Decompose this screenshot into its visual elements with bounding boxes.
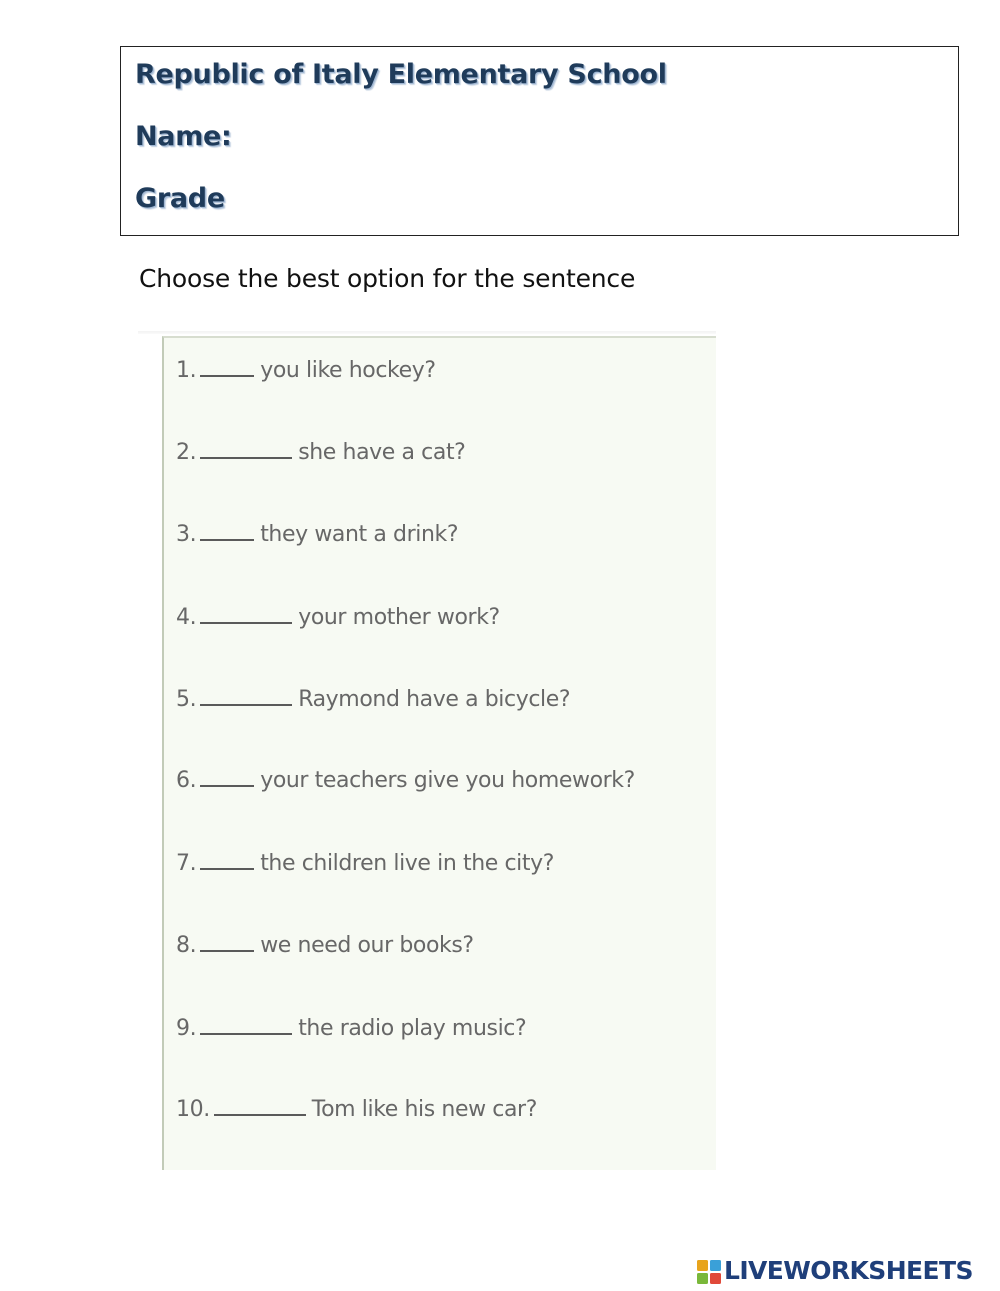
name-label: Name: (135, 121, 232, 152)
answer-blank[interactable] (200, 622, 292, 624)
answer-blank[interactable] (200, 868, 254, 870)
question-text: we need our books? (260, 933, 474, 958)
question-number: 9. (176, 1016, 197, 1041)
question-7 (176, 851, 554, 876)
answer-blank[interactable] (200, 539, 254, 541)
panel-top-divider (138, 331, 716, 334)
question-number: 10. (176, 1097, 210, 1122)
question-text: Raymond have a bicycle? (298, 687, 571, 712)
question-number: 2. (176, 440, 197, 465)
question-text: your teachers give you homework? (260, 768, 635, 793)
question-number: 3. (176, 522, 197, 547)
question-number: 5. (176, 687, 197, 712)
question-10 (176, 1097, 537, 1122)
question-8 (176, 933, 474, 958)
liveworksheets-logo-icon (697, 1260, 721, 1284)
answer-blank[interactable] (200, 785, 254, 787)
question-2 (176, 440, 465, 465)
instruction-text: Choose the best option for the sentence (139, 264, 636, 293)
question-text: they want a drink? (260, 522, 459, 547)
question-9 (176, 1016, 526, 1041)
questions-panel (162, 336, 716, 1170)
answer-blank[interactable] (200, 375, 254, 377)
answer-blank[interactable] (200, 1033, 292, 1035)
answer-blank[interactable] (200, 704, 292, 706)
question-text: the children live in the city? (260, 851, 555, 876)
answer-blank[interactable] (200, 950, 254, 952)
question-4 (176, 605, 500, 630)
question-1 (176, 358, 436, 383)
question-number: 7. (176, 851, 197, 876)
question-text: she have a cat? (298, 440, 466, 465)
question-number: 1. (176, 358, 197, 383)
answer-blank[interactable] (200, 457, 292, 459)
question-3 (176, 522, 458, 547)
header-box (120, 46, 959, 236)
question-number: 4. (176, 605, 197, 630)
question-text: your mother work? (298, 605, 500, 630)
question-text: Tom like his new car? (311, 1097, 537, 1122)
question-5 (176, 687, 570, 712)
question-text: the radio play music? (298, 1016, 527, 1041)
question-number: 6. (176, 768, 197, 793)
school-name: Republic of Italy Elementary School (135, 59, 667, 90)
question-6 (176, 768, 635, 793)
question-number: 8. (176, 933, 197, 958)
logo-text: LIVEWORKSHEETS (724, 1256, 973, 1285)
answer-blank[interactable] (214, 1114, 306, 1116)
question-text: you like hockey? (260, 358, 436, 383)
grade-label: Grade (135, 183, 225, 214)
